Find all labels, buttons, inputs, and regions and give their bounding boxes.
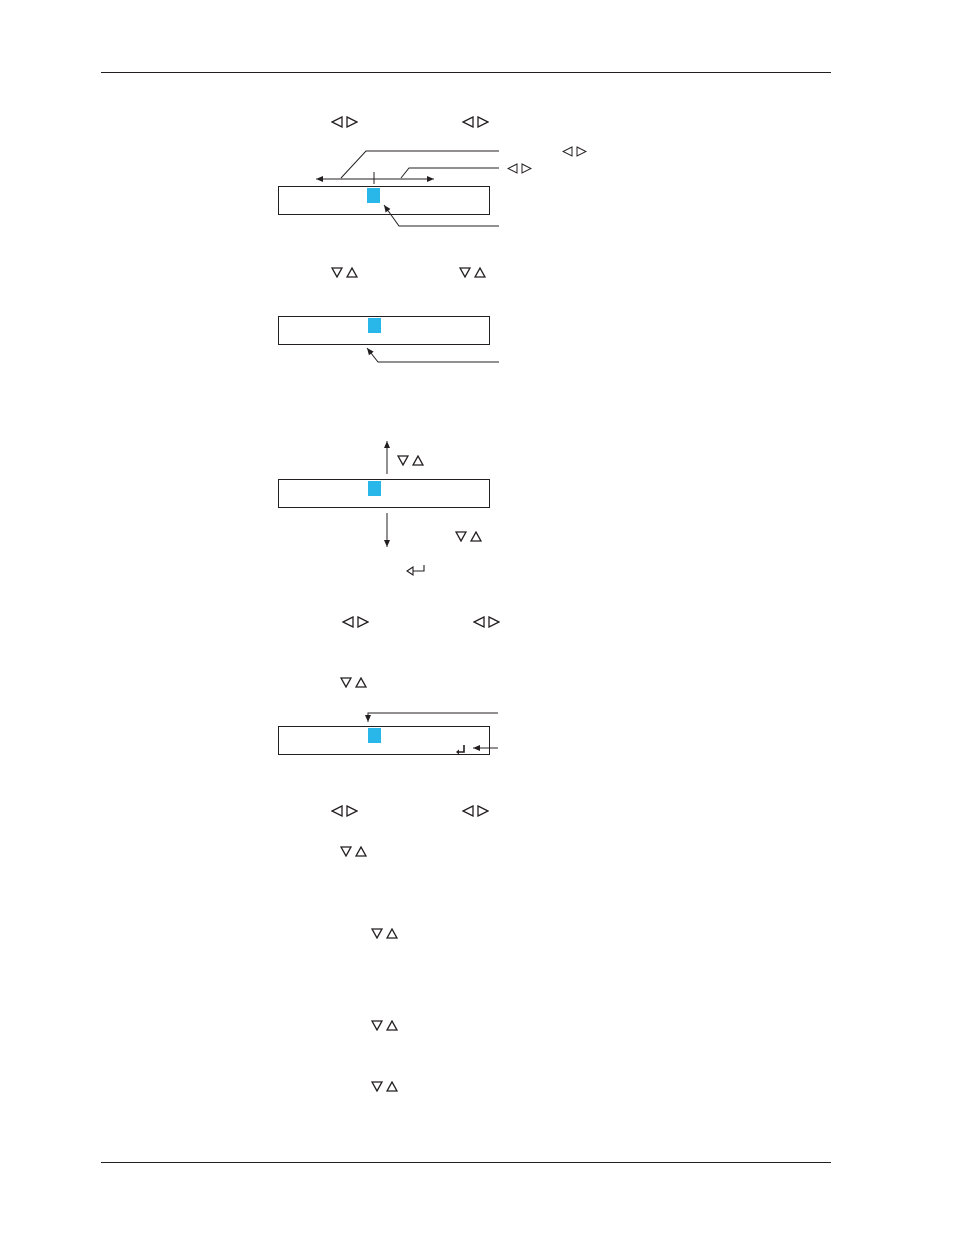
right-arrow-key-icon: [576, 146, 587, 157]
left-right-keys: [562, 146, 587, 157]
up-arrow-key-icon: [346, 267, 358, 278]
left-arrow-key-icon: [507, 163, 518, 174]
left-right-keys: [462, 116, 489, 128]
right-arrow-key-icon: [346, 116, 358, 128]
left-right-keys: [331, 805, 358, 817]
down-arrow-key-icon: [331, 267, 343, 278]
down-up-keys: [371, 1081, 398, 1092]
right-arrow-key-icon: [488, 616, 500, 628]
left-arrow-key-icon: [473, 616, 485, 628]
left-right-keys: [462, 805, 489, 817]
callout-line-5: [368, 713, 498, 722]
up-arrow-key-icon: [386, 928, 398, 939]
left-right-keys: [331, 116, 358, 128]
down-up-keys: [459, 267, 486, 278]
left-right-keys: [507, 163, 532, 174]
up-arrow-key-icon: [355, 846, 367, 857]
up-arrow-key-icon: [355, 677, 367, 688]
down-arrow-key-icon: [397, 455, 409, 466]
left-arrow-key-icon: [562, 146, 573, 157]
right-arrow-key-icon: [477, 805, 489, 817]
left-arrow-key-icon: [331, 116, 343, 128]
up-arrow-key-icon: [474, 267, 486, 278]
down-up-keys: [340, 677, 367, 688]
right-arrow-key-icon: [346, 805, 358, 817]
down-up-keys: [340, 846, 367, 857]
left-arrow-key-icon: [342, 616, 354, 628]
down-arrow-key-icon: [371, 1020, 383, 1031]
down-up-keys: [371, 1020, 398, 1031]
right-arrow-key-icon: [521, 163, 532, 174]
callout-line-4: [367, 348, 499, 362]
up-arrow-key-icon: [386, 1020, 398, 1031]
right-arrow-key-icon: [357, 616, 369, 628]
down-arrow-key-icon: [340, 677, 352, 688]
down-up-keys: [331, 267, 358, 278]
down-arrow-key-icon: [371, 928, 383, 939]
left-arrow-key-icon: [462, 116, 474, 128]
down-up-keys: [397, 455, 424, 466]
left-arrow-key-icon: [462, 805, 474, 817]
left-arrow-key-icon: [331, 805, 343, 817]
enter-key-icon: [406, 564, 426, 577]
callout-line-3: [384, 205, 499, 226]
down-up-keys: [371, 928, 398, 939]
callout-line-2: [401, 168, 499, 178]
down-arrow-key-icon: [455, 531, 467, 542]
down-arrow-key-icon: [340, 846, 352, 857]
up-arrow-key-icon: [386, 1081, 398, 1092]
left-right-keys: [342, 616, 369, 628]
left-right-keys: [473, 616, 500, 628]
up-arrow-key-icon: [470, 531, 482, 542]
up-arrow-key-icon: [412, 455, 424, 466]
down-up-keys: [455, 531, 482, 542]
down-arrow-key-icon: [459, 267, 471, 278]
right-arrow-key-icon: [477, 116, 489, 128]
callout-line-1: [341, 151, 499, 178]
down-arrow-key-icon: [371, 1081, 383, 1092]
